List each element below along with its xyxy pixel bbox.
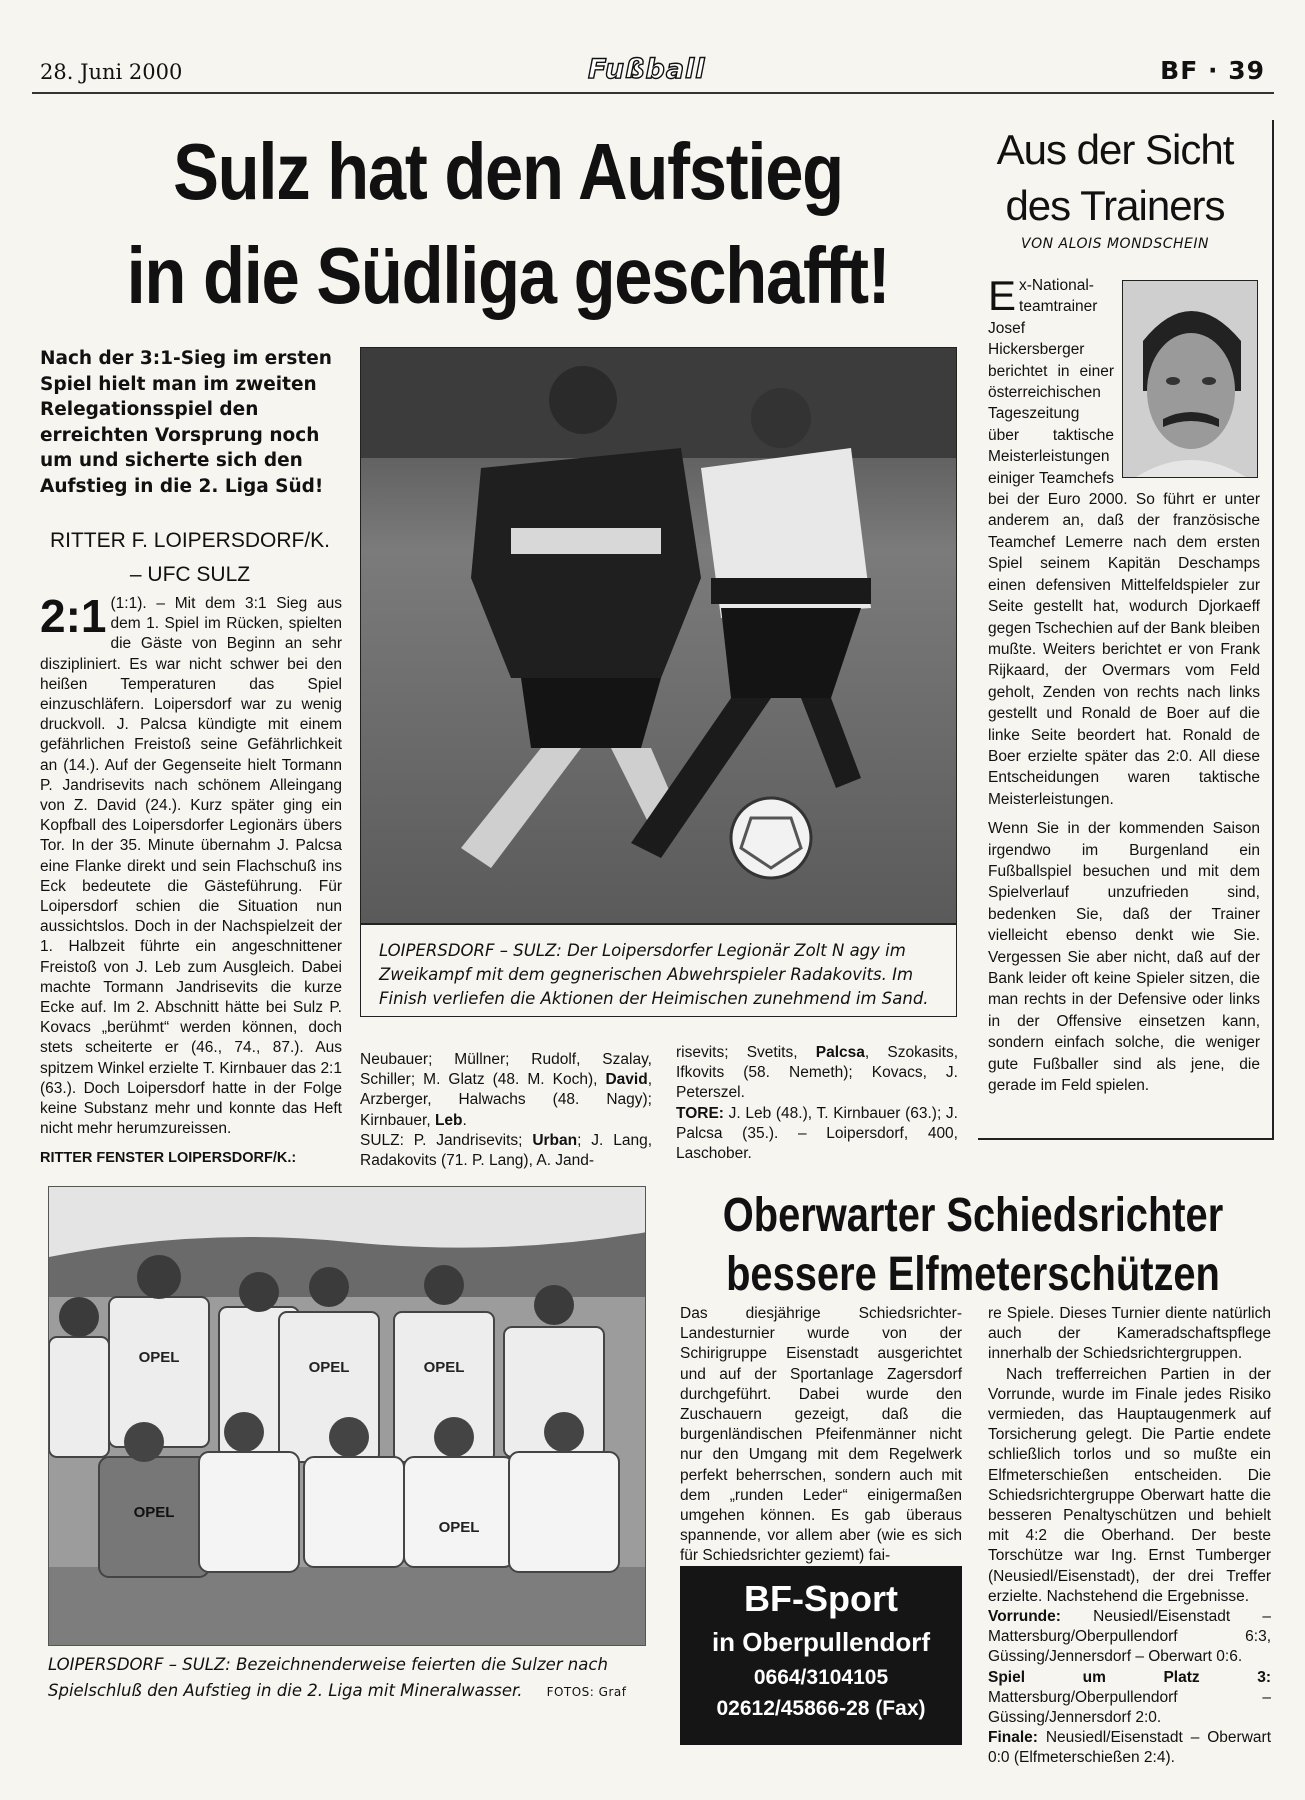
drop-cap: E <box>988 272 1017 319</box>
bf-sport-advertisement <box>680 1566 962 1745</box>
match-home-team: RITTER F. LOIPERSDORF/K. <box>49 529 331 552</box>
lineup-home-highlight-david: David <box>605 1071 648 1089</box>
lineup-away-part1: P. Jandrisevits; <box>403 1131 533 1149</box>
trainer-column-title <box>990 122 1240 234</box>
lineup-home-part2: , Arzberger, Halwachs (48. Nagy); Kirnbauer, <box>360 1071 652 1129</box>
ad-title: BF-Sport <box>744 1578 898 1619</box>
jersey-text-3: OPEL <box>423 1359 465 1376</box>
referee-headline-line-2: bessere Elfmeterschützen <box>726 1248 1220 1301</box>
goals-text: J. Leb (48.), T. Kirnbauer (63.); J. Palcsa (35.). – Loipersdorf, 400, Laschober. <box>676 1104 958 1163</box>
team-photo-caption <box>48 1652 648 1705</box>
match-heading <box>40 524 340 592</box>
team-celebration-photo <box>48 1186 646 1646</box>
page-number: BF · 39 <box>1160 56 1265 85</box>
result-label-finale: Finale: <box>988 1729 1038 1747</box>
lineup-away-part4: , Szokasits, Ifkovits (58. Nemeth); Kovacs, J. Peterszel. <box>676 1044 959 1102</box>
issue-date: 28. Juni 2000 <box>40 60 183 84</box>
ad-fax: 02612/45866-28 (Fax) <box>716 1697 926 1720</box>
lineup-away-part2: ; J. Lang, Radakovits (71. P. Lang), A. Jand- <box>360 1131 653 1170</box>
referee-paragraph-2: Nach trefferreichen Partien in der Vorrunde, wurde im Finale jedes Risiko vermieden, das Hauptaugenmerk auf Torsicherung gelegt. Die Partie endete schließlich torlos und so mußte ein Elfmeterschießen entscheiden. Die Schiedsrichtergruppe Oberwart hatte die besseren Penaltyschützen und behielt mit 4:2 die Oberhand. Der beste Torschütze war Ing. Ernst Tumberger (Neusiedl/Eisenstadt), der drei Treffer erzielte. Nachstehend die Ergebnisse. <box>988 1365 1271 1605</box>
lineup-home-end: . <box>462 1111 467 1129</box>
jersey-text-1: OPEL <box>138 1349 180 1366</box>
trainer-paragraph-1: x-National-teamtrainer Josef Hickersberger berichtet in einer österreichischen Tageszeitung über taktische Meisterleistungen einiger Teamchefs bei der Euro 2000. So führt er unter anderem an, daß der französische Teamchef Lemerre nach dem ersten Spiel seinem Kapitän Deschamps einen defensiven Mittelfeldspieler zur Seite gestellt hat, wodurch Djorkaeff gegen Tschechien auf der Bank bleiben mußte. Weiters berichtet er von Frank Rijkaard, der Overmars vom Feld geholt, Zenden von rechts nach links gestellt und Ronald de Boer auf die linke Seite beordert hat. Ronald de Boer erzielte später das 2:0. All diese Entscheidungen waren taktische Meisterleistungen. <box>988 277 1260 808</box>
lineup-home-highlight-leb: Leb <box>434 1111 463 1129</box>
jersey-text-4: OPEL <box>133 1504 175 1521</box>
trainer-title-line-2: des Trainers <box>1005 182 1225 229</box>
result-label-platz3: Spiel um Platz 3: <box>988 1668 1271 1686</box>
match-away-team: – UFC SULZ <box>129 563 251 586</box>
headline-line-1: Sulz hat den Aufstieg <box>173 127 843 216</box>
result-finale: Neusiedl/Eisenstadt – Oberwart 0:0 (Elfmeterschießen 2:4). <box>988 1729 1271 1767</box>
jersey-text-2: OPEL <box>308 1359 350 1376</box>
team-photo-caption-text: LOIPERSDORF – SULZ: Bezeichnenderweise feierten die Sulzer nach Spielschluß den Aufstieg in die 2. Liga mit Mineralwasser. <box>48 1655 608 1700</box>
section-title: Fußball <box>588 54 706 85</box>
trainer-title-line-1: Aus der Sicht <box>996 126 1234 173</box>
article-lead: Nach der 3:1-Sieg im ersten Spiel hielt man im zweiten Relegationsspiel den erreichten Vorsprung noch um und sicherte sich den Aufstieg in die 2. Liga Süd! <box>40 348 332 497</box>
final-score: 2:1 <box>40 590 107 642</box>
referee-article-col-2 <box>988 1304 1271 1769</box>
lineup-away-highlight-palcsa: Palcsa <box>815 1044 865 1061</box>
lineup-column-1 <box>360 1050 652 1171</box>
trainer-column-byline: VON ALOIS MONDSCHEIN <box>1021 236 1209 252</box>
goals-label: TORE: <box>676 1104 724 1122</box>
lineup-away-highlight-urban: Urban <box>532 1131 578 1149</box>
ad-phone: 0664/3104105 <box>753 1666 889 1689</box>
trainer-paragraph-2: Wenn Sie in der kommenden Saison irgendwo im Burgenland ein Fußballspiel besuchen und mit dem Spielverlauf unzufrieden sind, bedenken Sie, daß der Trainer vielleicht ebenso denkt wie Sie. Vergessen Sie aber nicht, daß auf der Bank leider oft keine Spieler sitzen, die man rechts in der Defensive oder links in der Offensive einsetzen kann, sondern einfach solche, die weniger gute Fußballer sind als jene, die gerade im Feld spielen. <box>988 820 1260 1095</box>
referee-article-headline <box>713 1186 1233 1304</box>
headline-line-2: in die Südliga geschafft! <box>126 231 890 320</box>
team-photo-image <box>49 1187 646 1646</box>
action-photo-image <box>361 348 957 924</box>
referee-headline-line-1: Oberwarter Schiedsrichter <box>722 1189 1224 1242</box>
photo-credit: FOTOS: Graf <box>546 1685 627 1699</box>
lineup-column-2 <box>676 1043 958 1164</box>
main-headline <box>112 120 903 328</box>
header-rule <box>32 92 1274 94</box>
action-photo-caption: LOIPERSDORF – SULZ: Der Loipersdorfer Legionär Zolt N agy im Zweikampf mit dem gegnerischen Abwehrspieler Radakovits. Im Finish verliefen die Aktionen der Heimischen zunehmend im Sand. <box>360 924 957 1017</box>
author-portrait <box>1122 280 1258 478</box>
portrait-image <box>1123 281 1258 478</box>
lineup-home-part1: Neubauer; Müllner; Rudolf, Szalay, Schiller; M. Glatz (48. M. Koch), <box>360 1051 652 1089</box>
result-label-vorrunde: Vorrunde: <box>988 1608 1061 1626</box>
match-action-photo <box>360 347 957 924</box>
jersey-text-5: OPEL <box>438 1519 480 1536</box>
ad-location: in Oberpullendorf <box>711 1627 931 1657</box>
referee-paragraph-1: re Spiele. Dieses Turnier diente natürlich auch der Kameradschaftspflege innerhalb der Schiedsrichtergruppen. <box>988 1305 1271 1363</box>
lineup-away-part3: risevits; Svetits, <box>676 1044 816 1061</box>
team-lineup-label: RITTER FENSTER LOIPERSDORF/K.: <box>40 1150 297 1166</box>
article-body <box>40 590 342 1139</box>
result-platz3: Mattersburg/Oberpullendorf – Güssing/Jennersdorf 2:0. <box>988 1688 1271 1727</box>
referee-article-col-1: Das diesjährige Schiedsrichter-Landesturnier wurde von der Schirigruppe Eisenstadt ausgerichtet und auf der Sportanlage Zagersdorf durchgeführt. Dabei wurde den Zuschauern gezeigt, daß die burgenländischen Pfeifenmänner nicht nur den Umgang mit dem Regelwerk perfekt beherrschen, sondern auch mit dem „runden Leder“ einigermaßen umgehen können. Es gab überaus spannende, vor allem aber (wie es sich für Schiedsrichter geziemt) fai- <box>680 1305 962 1565</box>
lineup-away-label: SULZ: <box>360 1131 404 1149</box>
match-report-text: (1:1). – Mit dem 3:1 Sieg aus dem 1. Spiel im Rücken, spielten die Gäste von Beginn an sehr diszipliniert. Es war nicht schwer bei den heißen Temperaturen das Spiel einzuschläfern. Loipersdorf war zu wenig druckvoll. J. Palcsa kündigte mit einem gefährlichen Freistoß seine Gefährlichkeit an (14.). Auf der Gegenseite hielt Tormann P. Jandrisevits nach schönem Alleingang von Z. David (24.). Kurz später ging ein Kopfball des Loipersdorfer Legionärs übers Tor. In der 35. Minute übernahm J. Palcsa eine Flanke direkt und sein Flachschuß ins Eck bedeutete die Gästeführung. Für Loipersdorf schien die Situation nun aussichtslos. Doch in der Nachspielzeit der 1. Halbzeit führte ein angeschnittener Freistoß von J. Leb zum Ausgleich. Dabei machte Tormann Jandrisevits die kurze Ecke auf. Im 2. Abschnitt hätte bei Sulz P. Kovacs „berühmt“ werden können, doch stets scheiterte er (46., 74., 87.). Aus spitzem Winkel erzielte T. Kirnbauer das 2:1 (63.). Doch Loipersdorf hatte in der Folge keine Substanz mehr und konnte das Heft nicht mehr herumzureissen. <box>40 595 342 1138</box>
result-vorrunde: Neusiedl/Eisenstadt – Mattersburg/Oberpullendorf 6:3, Güssing/Jennersdorf – Oberwart 0:6. <box>988 1608 1271 1666</box>
